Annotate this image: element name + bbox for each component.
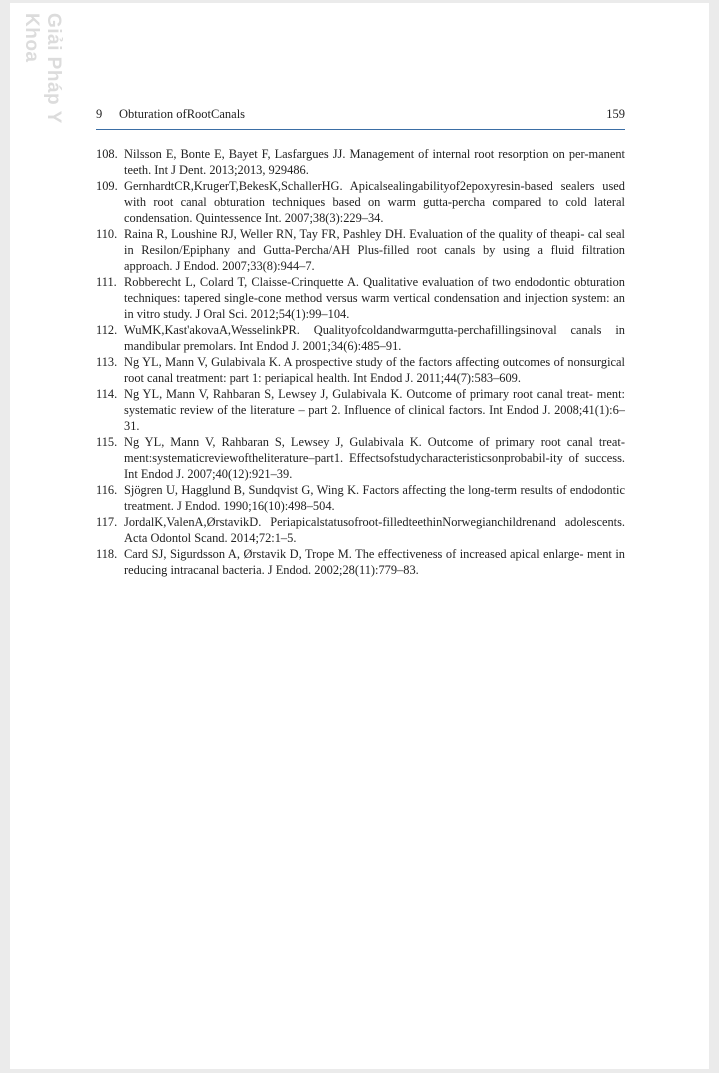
reference-text: Ng YL, Mann V, Rahbaran S, Lewsey J, Gulabivala K. Outcome of primary root canal treat- ment: systematic review of the literature – part 2. Influence of clinical factors. Int Endod J. 2008;41(1):6–31. [124, 387, 625, 433]
chapter-title: Obturation ofRootCanals [119, 107, 246, 121]
reference-number: 115. [96, 435, 118, 449]
chapter-number: 9 [96, 107, 103, 121]
reference-text: Ng YL, Mann V, Rahbaran S, Lewsey J, Gulabivala K. Outcome of primary root canal treat- ment:systematicreviewoftheliterature–part1. Effectsofstudycharacteristicsonprobabil-ity of success. Int Endod J. 2007;40(12):921–39. [124, 435, 625, 481]
reference-number: 113. [96, 355, 118, 369]
reference-number: 108. [96, 147, 118, 161]
reference-text: Robberecht L, Colard T, Claisse-Crinquette A. Qualitative evaluation of two endodontic obturation techniques: tapered single-cone method versus warm vertical condensation and injection system: an in vitro study. J Oral Sci. 2012;54(1):99–104. [124, 275, 625, 321]
reference-text: Nilsson E, Bonte E, Bayet F, Lasfargues JJ. Management of internal root resorption on per-manent teeth. Int J Dent. 2013;2013, 929486. [124, 147, 625, 177]
reference-text: WuMK,Kast'akovaA,WesselinkPR. Qualityofcoldandwarmgutta-perchafillingsinoval canals in mandibular premolars. Int Endod J. 2001;34(6):485–91. [124, 323, 625, 353]
reference-item [96, 482, 625, 514]
reference-item [96, 386, 625, 434]
reference-number: 111. [96, 275, 117, 289]
watermark [22, 13, 62, 153]
reference-number: 110. [96, 227, 118, 241]
reference-text: Sjögren U, Hagglund B, Sundqvist G, Wing K. Factors affecting the long-term results of endodontic treatment. J Endod. 1990;16(10):498–504. [124, 483, 625, 513]
reference-item [96, 354, 625, 386]
page [10, 3, 709, 1069]
reference-item [96, 178, 625, 226]
reference-number: 112. [96, 323, 118, 337]
reference-text: GernhardtCR,KrugerT,BekesK,SchallerHG. Apicalsealingabilityof2epoxyresin-based sealers used with root canal obturation techniques based on warm gutta-percha compared to cold lateral condensation. Quintessence Int. 2007;38(3):229–34. [124, 179, 625, 225]
reference-item [96, 434, 625, 482]
reference-item [96, 514, 625, 546]
reference-item [96, 146, 625, 178]
reference-number: 117. [96, 515, 118, 529]
reference-item [96, 322, 625, 354]
reference-item [96, 546, 625, 578]
reference-text: JordalK,ValenA,ØrstavikD. Periapicalstatusofroot-filledteethinNorwegianchildrenand adolescents. Acta Odontol Scand. 2014;72:1–5. [124, 515, 625, 545]
reference-text: Ng YL, Mann V, Gulabivala K. A prospective study of the factors affecting outcomes of nonsurgical root canal treatment: part 1: periapical health. Int Endod J. 2011;44(7):583–609. [124, 355, 625, 385]
page-number: 159 [606, 107, 625, 121]
reference-list [96, 146, 625, 578]
reference-number: 116. [96, 483, 118, 497]
reference-number: 114. [96, 387, 118, 401]
watermark-text: Giải Pháp Y Khoa [21, 13, 64, 124]
reference-text: Card SJ, Sigurdsson A, Ørstavik D, Trope M. The effectiveness of increased apical enlarge- ment in reducing intracanal bacteria. J Endod. 2002;28(11):779–83. [124, 547, 625, 577]
reference-number: 118. [96, 547, 118, 561]
reference-text: Raina R, Loushine RJ, Weller RN, Tay FR, Pashley DH. Evaluation of the quality of theapi- cal seal in Resilon/Epiphany and Gutta-Percha/AH Plus-filled root canals by using a fluid filtration approach. J Endod. 2007;33(8):944–7. [124, 227, 625, 273]
reference-item [96, 274, 625, 322]
header-rule [96, 129, 625, 130]
reference-number: 109. [96, 179, 118, 193]
reference-item [96, 226, 625, 274]
